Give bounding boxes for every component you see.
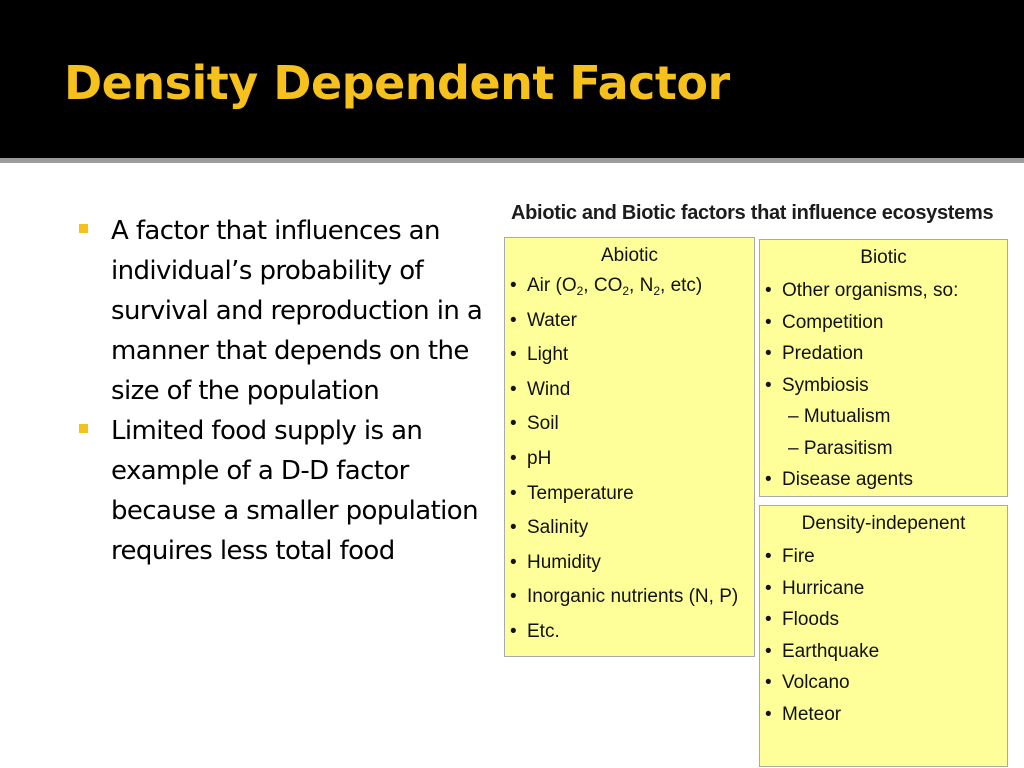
bullet-dot-icon: • xyxy=(510,551,517,573)
abiotic-item: • Wind xyxy=(505,373,754,408)
bullet-dot-icon: • xyxy=(765,640,772,662)
density-independent-item: • Meteor xyxy=(760,699,1007,731)
density-independent-heading: Density-indepenent xyxy=(801,513,966,534)
abiotic-item-air: • Air ($O_2$, $CO_2$, $N_2$, etc) xyxy=(505,269,754,304)
bullet-dot-icon: • xyxy=(510,275,517,296)
bullet-dot-icon: • xyxy=(765,374,772,396)
bullet-dot-icon: • xyxy=(765,672,772,693)
bullet-text: Limited food supply is an example of a D-D factor because a smaller population requires less total food xyxy=(111,416,478,566)
abiotic-item: • Light xyxy=(505,338,754,373)
bullet-text: A factor that influences an individual’s probability of survival and reproduction in a manner that depends on the size of the population xyxy=(111,216,483,406)
bullet-dot-icon: • xyxy=(510,482,517,504)
density-independent-item: • Floods xyxy=(760,604,1007,636)
bullet-dot-icon: • xyxy=(510,309,517,331)
density-independent-item: • Earthquake xyxy=(760,636,1007,668)
biotic-item: • Predation xyxy=(760,338,1007,370)
biotic-item: • Other organisms, so: xyxy=(760,275,1007,307)
slide-title: Density Dependent Factor xyxy=(64,56,730,110)
bullet-dot-icon: • xyxy=(510,344,517,366)
abiotic-item: • Etc. xyxy=(505,615,754,650)
bullet-dot-icon: • xyxy=(510,378,517,400)
bullet-dot-icon: • xyxy=(510,586,517,608)
abiotic-factors-box xyxy=(504,237,755,657)
bullet-list xyxy=(76,211,496,571)
bullet-item xyxy=(76,411,496,571)
bullet-dot-icon: • xyxy=(765,280,772,301)
biotic-heading: Biotic xyxy=(860,247,907,268)
bullet-dot-icon: • xyxy=(765,343,772,364)
slide-content xyxy=(0,163,1024,768)
bullet-dot-icon: • xyxy=(510,517,517,539)
bullet-dot-icon: • xyxy=(765,577,772,599)
square-bullet-icon xyxy=(79,424,88,433)
density-independent-box xyxy=(759,505,1008,767)
abiotic-heading: Abiotic xyxy=(600,245,659,266)
biotic-sub-item: – Mutualism xyxy=(788,406,891,427)
abiotic-item: • Temperature xyxy=(505,477,754,512)
bullet-dot-icon: • xyxy=(765,469,772,490)
biotic-item: • Symbiosis xyxy=(760,370,1007,402)
abiotic-item: • Inorganic nutrients (N, P) xyxy=(505,580,754,615)
bullet-dot-icon: • xyxy=(510,413,517,435)
bullet-dot-icon: • xyxy=(510,447,517,469)
bullet-dot-icon: • xyxy=(510,620,517,642)
biotic-item: • Competition xyxy=(760,307,1007,339)
density-independent-list xyxy=(760,541,1007,730)
biotic-list xyxy=(760,275,1007,496)
slide-header xyxy=(0,0,1024,158)
bullet-dot-icon: • xyxy=(765,546,772,567)
abiotic-item: • Salinity xyxy=(505,511,754,546)
biotic-sub-item: – Parasitism xyxy=(788,437,893,459)
bullet-dot-icon: • xyxy=(765,609,772,630)
square-bullet-icon xyxy=(79,224,88,233)
abiotic-item: • Soil xyxy=(505,407,754,442)
density-independent-item: • Fire xyxy=(760,541,1007,573)
abiotic-item: • pH xyxy=(505,442,754,477)
abiotic-list xyxy=(505,269,754,650)
density-independent-item: • Hurricane xyxy=(760,573,1007,605)
abiotic-item: • Humidity xyxy=(505,546,754,581)
biotic-item: • Disease agents xyxy=(760,464,1007,496)
bullet-dot-icon: • xyxy=(765,311,772,333)
abiotic-item: • Water xyxy=(505,304,754,339)
bullet-dot-icon: • xyxy=(765,703,772,725)
bullet-item xyxy=(76,211,496,411)
biotic-factors-box xyxy=(759,239,1008,497)
density-independent-item: • Volcano xyxy=(760,667,1007,699)
figure-caption: Abiotic and Biotic factors that influence ecosystems xyxy=(511,202,994,224)
